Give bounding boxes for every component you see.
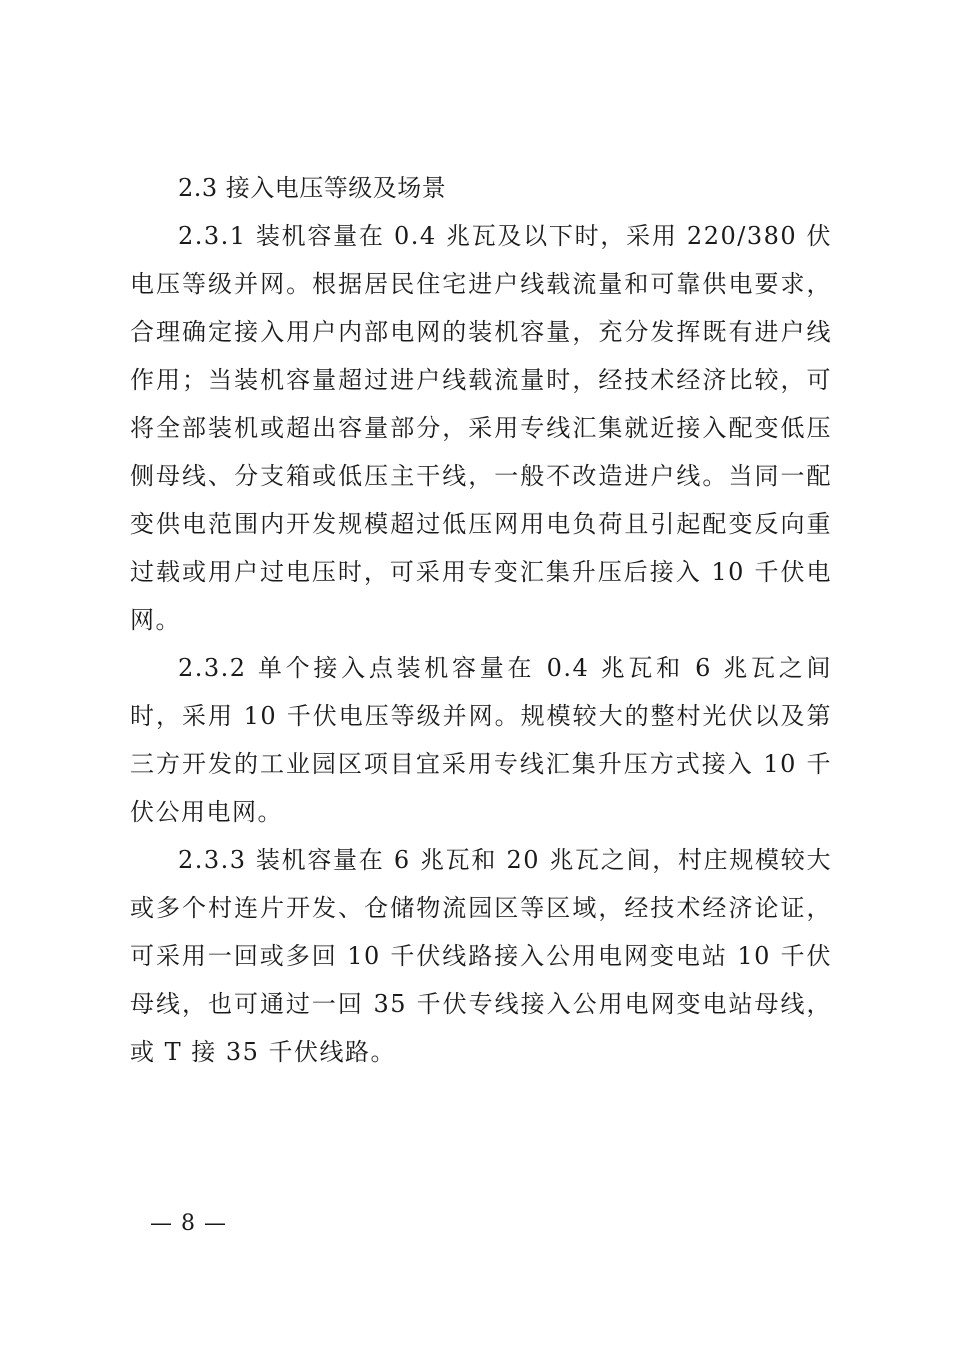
paragraph-2-3-2: 2.3.2 单个接入点装机容量在 0.4 兆瓦和 6 兆瓦之间时，采用 10 千伏电压等级并网。规模较大的整村光伏以及第三方开发的工业园区项目宜采用专线汇集升压方式接入 10 千伏公用电网。 xyxy=(130,654,832,826)
paragraph-2-3-1: 2.3.1 装机容量在 0.4 兆瓦及以下时，采用 220/380 伏电压等级并网。根据居民住宅进户线载流量和可靠供电要求，合理确定接入用户内部电网的装机容量，充分发挥既有进户线作用；当装机容量超过进户线载流量时，经技术经济比较，可将全部装机或超出容量部分，采用专线汇集就近接入配变低压侧母线、分支箱或低压主干线，一般不改造进户线。当同一配变供电范围内开发规模超过低压网用电负荷且引起配变反向重过载或用户过电压时，可采用专变汇集升压后接入 10 千伏电网。 xyxy=(130,222,832,634)
page-number: — 8 — xyxy=(150,1211,227,1236)
document-body xyxy=(130,164,832,1076)
section-heading: 2.3 接入电压等级及场景 xyxy=(178,174,447,202)
paragraph-2-3-3: 2.3.3 装机容量在 6 兆瓦和 20 兆瓦之间，村庄规模较大或多个村连片开发、仓储物流园区等区域，经技术经济论证，可采用一回或多回 10 千伏线路接入公用电网变电站 10 千伏母线，也可通过一回 35 千伏专线接入公用电网变电站母线，或 T 接 35 千伏线路。 xyxy=(130,846,832,1066)
